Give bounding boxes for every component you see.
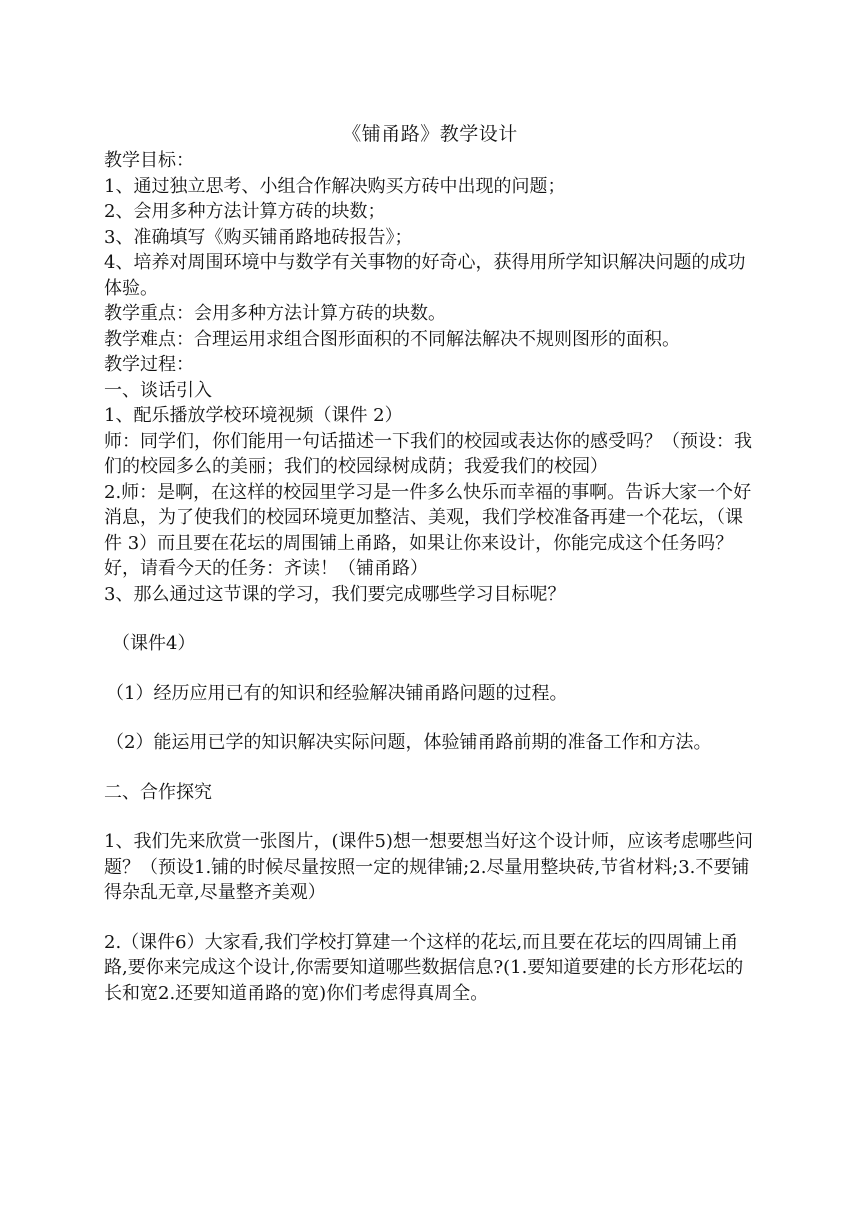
spacer bbox=[104, 805, 756, 829]
objective-item: 3、准确填写《购买铺甬路地砖报告》； bbox=[104, 226, 413, 248]
process-heading: 教学过程： bbox=[104, 354, 194, 375]
objectives-heading: 教学目标： bbox=[104, 150, 194, 171]
objective-item: 4、培养对周围环境中与数学有关事物的好奇心，获得用所学知识解决问题的成功体验。 bbox=[104, 252, 746, 299]
spacer bbox=[104, 706, 756, 730]
document-title: 《铺甬路》教学设计 bbox=[342, 123, 518, 145]
spacer bbox=[104, 657, 756, 681]
section2-heading: 二、合作探究 bbox=[104, 781, 212, 803]
document-page bbox=[104, 120, 756, 1006]
section2-paragraph: 2.（课件6）大家看,我们学校打算建一个这样的花坛,而且要在花坛的四周铺上甬路,要你来完成这个设计,你需要知道哪些数据信息?(1.要知道要建的长方形花坛的长和宽2.还要知道甬路的宽)你们考虑得真周全。 bbox=[104, 931, 744, 1004]
section1-item: 师：同学们，你们能用一句话描述一下我们的校园或表达你的感受吗？（预设：我们的校园多么的美丽；我们的校园绿树成荫；我爱我们的校园） bbox=[104, 430, 752, 477]
key-point: 教学重点：会用多种方法计算方砖的块数。 bbox=[104, 303, 446, 324]
section1-item: 2.师：是啊，在这样的校园里学习是一件多么快乐而幸福的事啊。告诉大家一个好消息，为了使我们的校园环境更加整洁、美观，我们学校准备再建一个花坛，（课件 3）而且要在花坛的周围铺上甬路，如果让你来设计，你能完成这个任务吗？好，请看今天的任务：齐读！（铺甬路） bbox=[104, 481, 752, 579]
objective-item: 2、会用多种方法计算方砖的块数； bbox=[104, 201, 386, 222]
courseware-note: （课件4） bbox=[112, 633, 196, 654]
section1-item: 3、那么通过这节课的学习，我们要完成哪些学习目标呢？ bbox=[104, 583, 566, 605]
spacer bbox=[104, 906, 756, 930]
objective-item: 1、通过独立思考、小组合作解决购买方砖中出现的问题； bbox=[104, 175, 566, 197]
section2-paragraph: 1、我们先来欣赏一张图片，(课件5)想一想要想当好这个设计师，应该考虑哪些问题？（预设1.铺的时候尽量按照一定的规律铺;2.尽量用整块砖,节省材料;3.不要铺得杂乱无章,尽量整齐美观） bbox=[104, 831, 753, 903]
section1-heading: 一、谈话引入 bbox=[104, 379, 212, 401]
goal-item: （2）能运用已学的知识解决实际问题，体验铺甬路前期的准备工作和方法。 bbox=[106, 732, 712, 753]
spacer bbox=[104, 607, 756, 631]
goal-item: （1）经历应用已有的知识和经验解决铺甬路问题的过程。 bbox=[106, 682, 568, 704]
spacer bbox=[104, 756, 756, 780]
section1-item: 1、配乐播放学校环境视频（课件 2） bbox=[104, 405, 403, 426]
difficulty: 教学难点：合理运用求组合图形面积的不同解法解决不规则图形的面积。 bbox=[104, 328, 680, 350]
